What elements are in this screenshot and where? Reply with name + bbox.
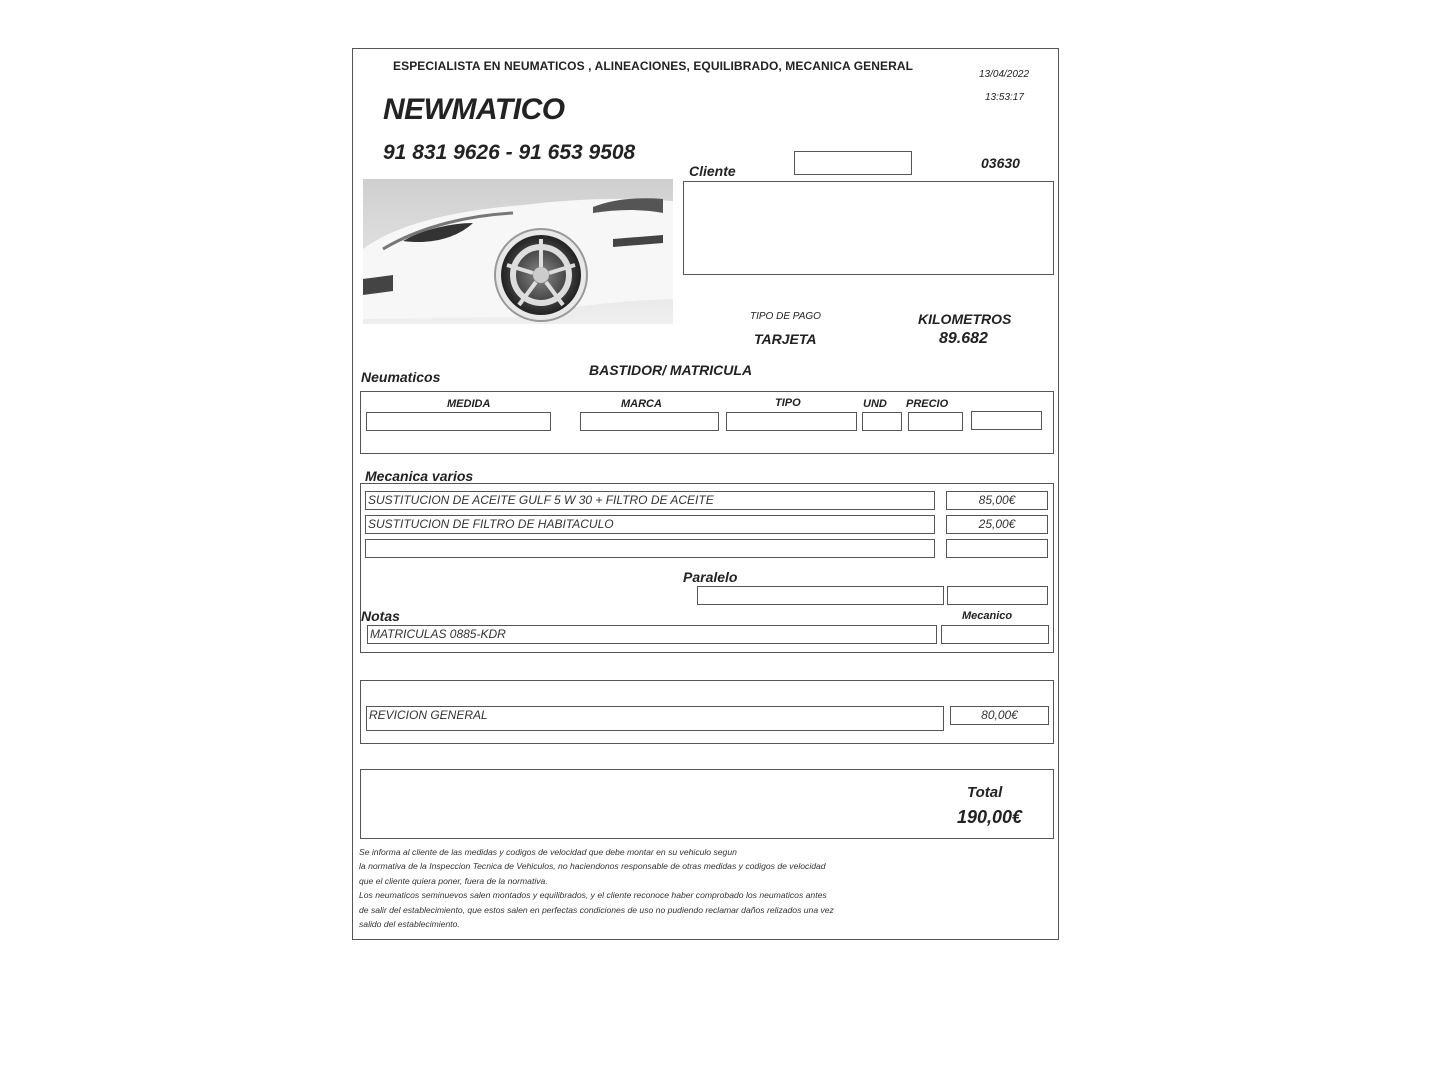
mechanic-label: Mecanico (962, 610, 1013, 622)
payment-type-value: TARJETA (754, 331, 817, 347)
mechanics-line-2-price[interactable]: 25,00€ (946, 515, 1048, 534)
col-marca: MARCA (621, 398, 662, 410)
tyre-precio-field[interactable] (908, 412, 963, 431)
total-label: Total (967, 784, 1003, 801)
service-price-field[interactable]: 80,00€ (950, 706, 1049, 725)
tyres-table (360, 391, 1054, 454)
col-medida: MEDIDA (447, 398, 491, 410)
tyre-tipo-field[interactable] (726, 412, 857, 431)
mechanics-line-2-description[interactable]: SUSTITUCION DE FILTRO DE HABITACULO (365, 515, 935, 534)
car-photo-icon (363, 179, 673, 324)
tyre-marca-field[interactable] (580, 412, 719, 431)
time: 13:53:17 (985, 92, 1024, 103)
km-value: 89.682 (939, 330, 988, 347)
total-box (360, 769, 1054, 839)
disclaimer (359, 845, 999, 931)
paralelo-label: Paralelo (683, 569, 738, 585)
disclaimer-line: Se informa al cliente de las medidas y codigos de velocidad que debe montar en su vehiculo segun (359, 847, 737, 857)
disclaimer-line: de salir del establecimiento, que estos salen en perfectas condiciones de uso no pudiendo reclamar daños relizados una vez (359, 904, 834, 915)
mechanics-line-3-description[interactable] (365, 539, 935, 558)
invoice-document (352, 48, 1059, 940)
payment-type-label: TIPO DE PAGO (750, 311, 821, 322)
tyres-section-label: Neumaticos (361, 369, 441, 385)
date: 13/04/2022 (979, 69, 1030, 80)
paralelo-price-field[interactable] (947, 586, 1048, 605)
client-id-field[interactable] (794, 151, 912, 175)
mechanic-field[interactable] (941, 625, 1049, 644)
notes-field[interactable]: MATRICULAS 0885-KDR (367, 625, 937, 644)
vin-label: BASTIDOR/ MATRICULA (589, 362, 753, 378)
tyre-medida-field[interactable] (366, 412, 551, 431)
mechanics-line-1-description[interactable]: SUSTITUCION DE ACEITE GULF 5 W 30 + FILTRO DE ACEITE (365, 491, 935, 510)
phone-numbers: 91 831 9626 - 91 653 9508 (383, 141, 636, 164)
mechanics-line-3-price[interactable] (946, 539, 1048, 558)
client-label: Cliente (689, 163, 736, 179)
document-number: 03630 (981, 155, 1020, 171)
disclaimer-line: la normativa de la Inspeccion Tecnica de Vehiculos, no haciendonos responsable de otras medidas y codigos de velocidad (359, 861, 826, 872)
disclaimer-line: que el cliente quiera poner, fuera de la normativa. (359, 875, 548, 886)
km-label: KILOMETROS (918, 311, 1012, 327)
tyre-importe-field[interactable] (971, 411, 1042, 430)
col-precio: PRECIO (906, 398, 949, 410)
brand-name: NEWMATICO (383, 93, 565, 126)
service-description-field[interactable]: REVICION GENERAL (366, 706, 944, 731)
service-table (360, 680, 1054, 744)
mechanics-table (360, 483, 1054, 653)
disclaimer-line: salido del establecimiento. (359, 919, 460, 930)
disclaimer-line: Los neumaticos seminuevos salen montados y equilibrados, y el cliente reconoce haber comprobado los neumaticos antes (359, 890, 827, 901)
col-tipo: TIPO (775, 397, 801, 409)
mechanics-line-1-price[interactable]: 85,00€ (946, 491, 1048, 510)
tagline: ESPECIALISTA EN NEUMATICOS , ALINEACIONES, EQUILIBRADO, MECANICA GENERAL (393, 59, 914, 73)
notes-label: Notas (361, 608, 400, 624)
col-und: UND (863, 398, 887, 410)
mechanics-section-label: Mecanica varios (365, 468, 474, 484)
tyre-und-field[interactable] (862, 412, 902, 431)
total-value: 190,00€ (957, 807, 1023, 827)
client-details-box[interactable] (683, 181, 1054, 275)
paralelo-field[interactable] (697, 586, 944, 605)
